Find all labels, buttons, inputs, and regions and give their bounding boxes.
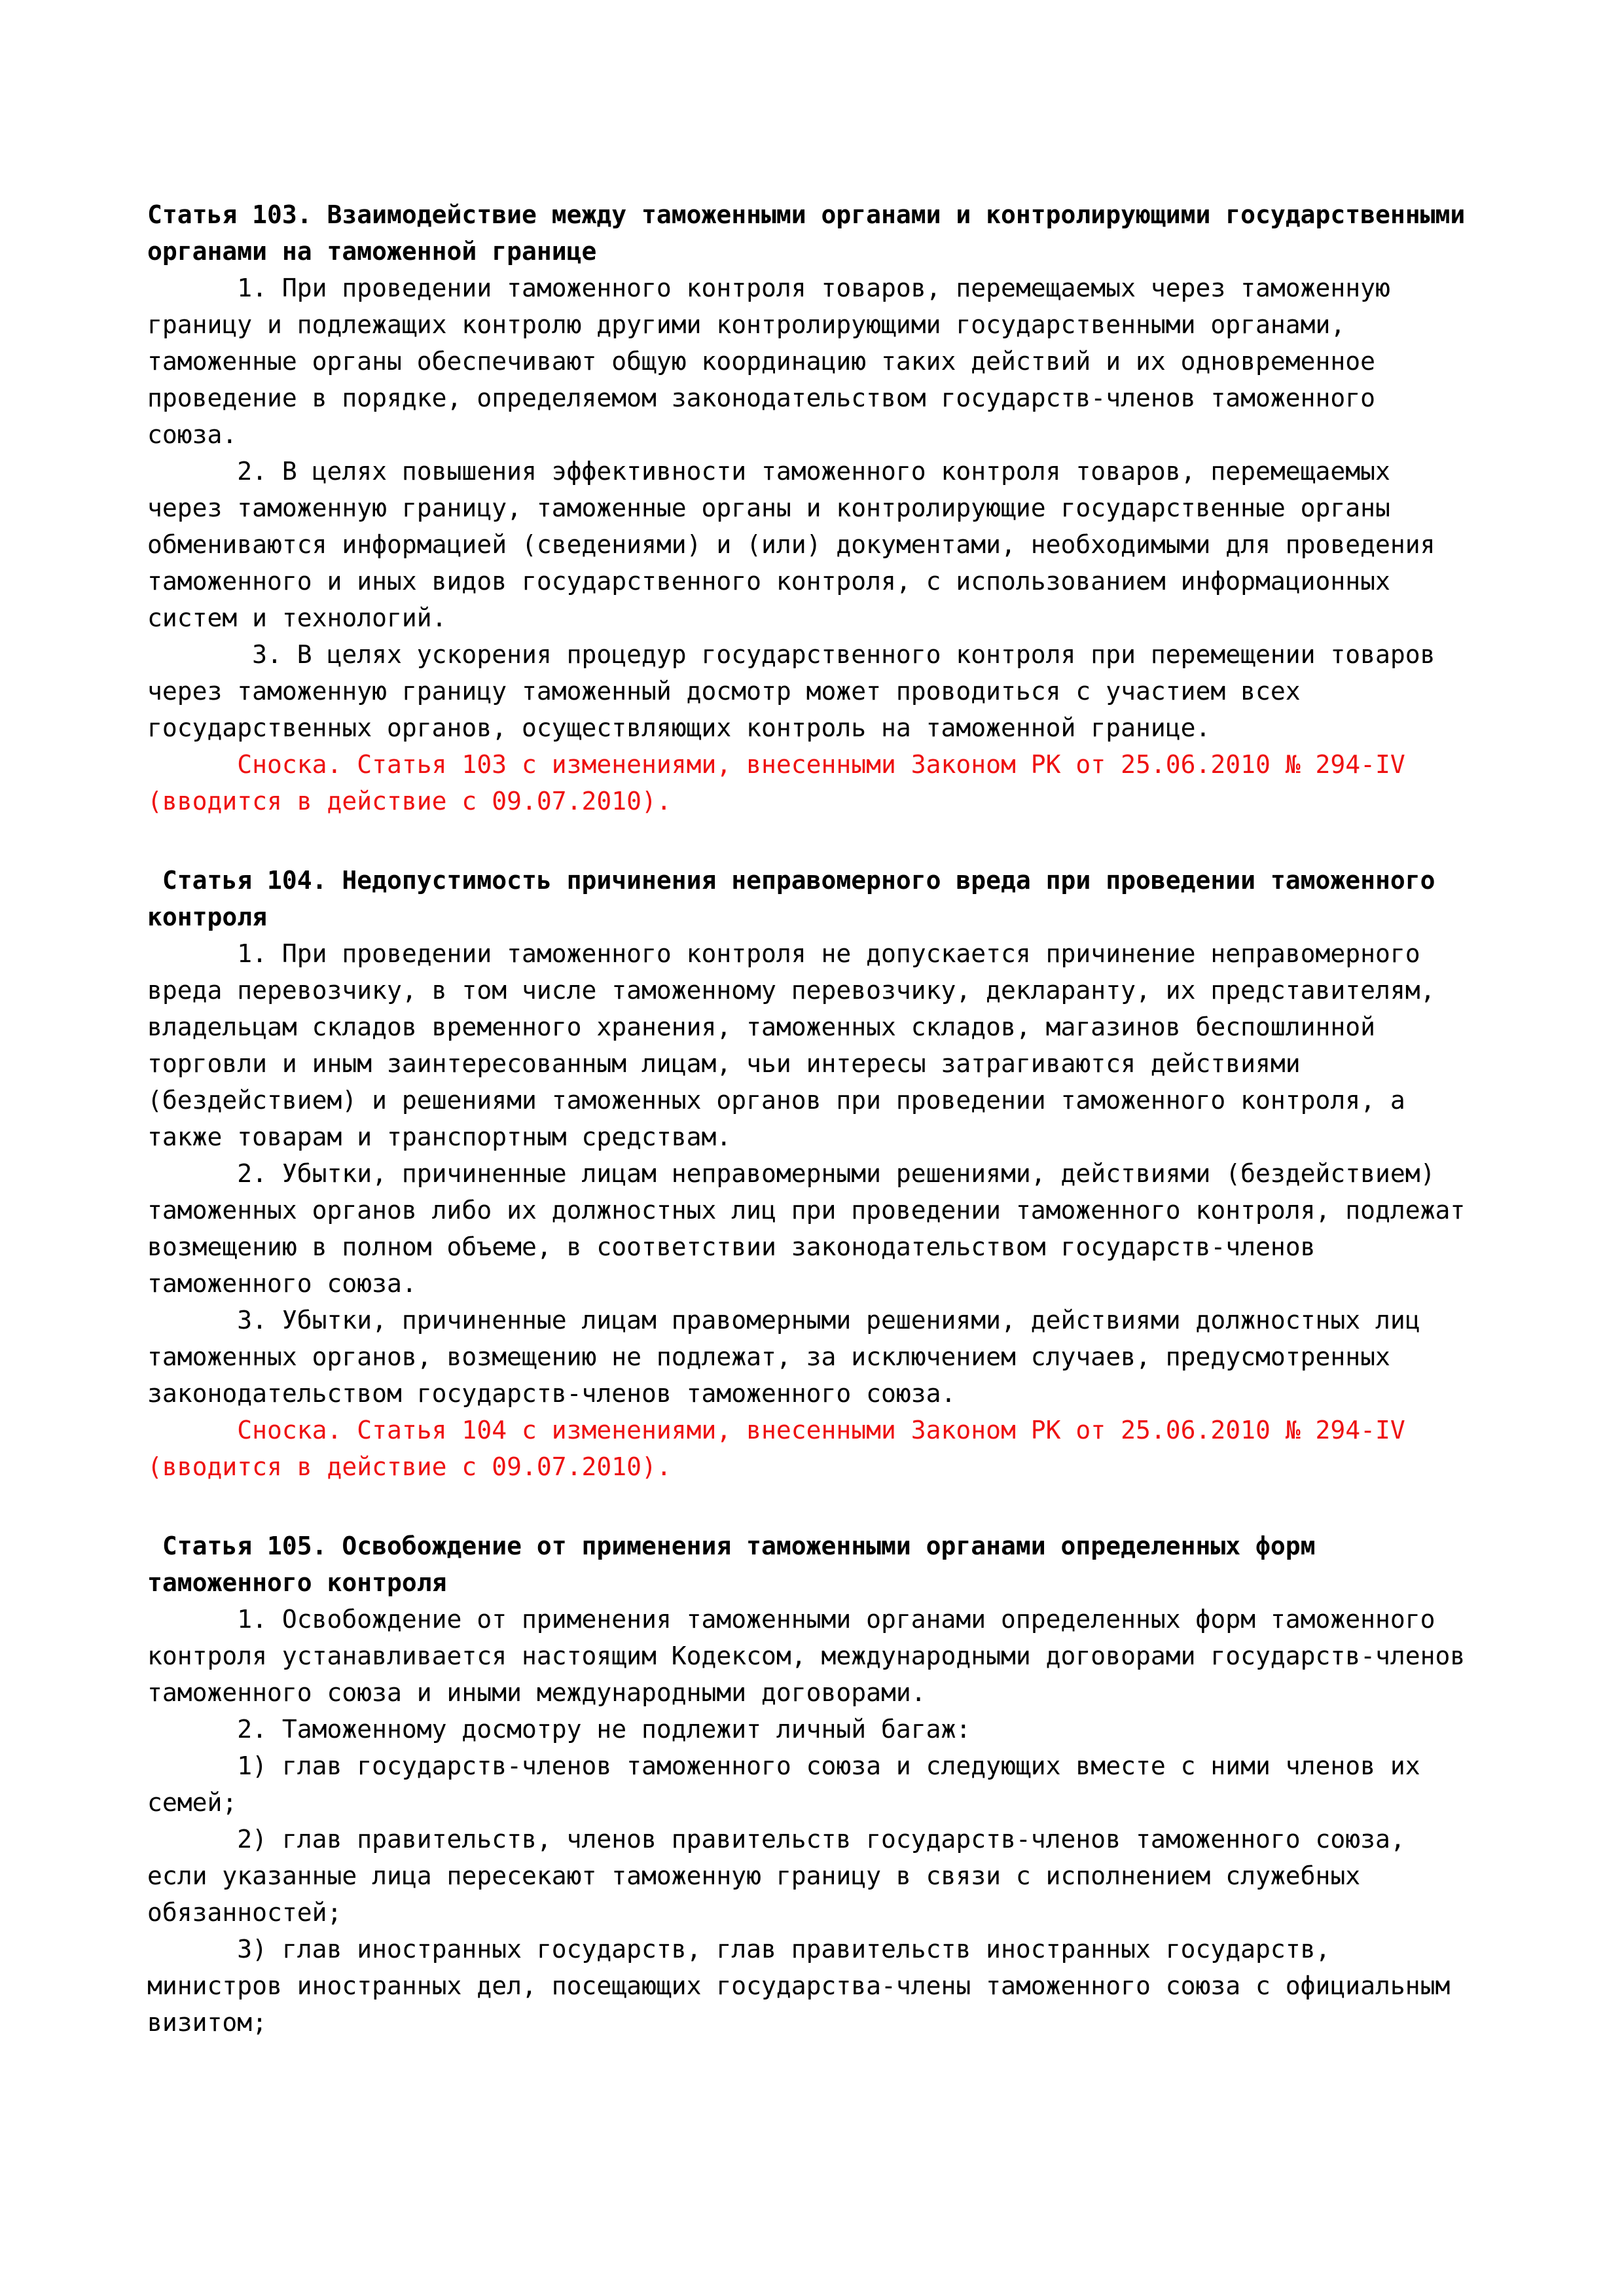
text-line: государственных органов, осуществляющих контроль на таможенной границе. — [147, 713, 1211, 742]
text-line: если указанные лица пересекают таможенную границу в связи с исполнением служебных — [147, 1861, 1361, 1890]
text-line: 3. Убытки, причиненные лицам правомерными решениями, действиями должностных лиц — [147, 1306, 1420, 1335]
text-line: через таможенную границу таможенный досмотр может проводиться с участием всех — [147, 677, 1301, 706]
footnote-line: Сноска. Статья 104 с изменениями, внесенными Законом РК от 25.06.2010 № 294-IV — [147, 1416, 1405, 1444]
text-line: возмещению в полном объеме, в соответствии законодательством государств-членов — [147, 1232, 1316, 1261]
text-line: 1. Освобождение от применения таможенными органами определенных форм таможенного — [147, 1605, 1435, 1634]
document-text — [147, 196, 1465, 2041]
text-line: торговли и иным заинтересованным лицам, чьи интересы затрагиваются действиями — [147, 1049, 1301, 1078]
text-line: обязанностей; — [147, 1898, 342, 1927]
text-line: законодательством государств-членов таможенного союза. — [147, 1379, 956, 1408]
article-heading-line: органами на таможенной границе — [147, 237, 597, 266]
text-line: границу и подлежащих контролю другими контролирующими государственными органами, — [147, 310, 1346, 339]
text-line: 2. Таможенному досмотру не подлежит личный багаж: — [147, 1715, 971, 1744]
text-line: 2. В целях повышения эффективности таможенного контроля товаров, перемещаемых — [147, 457, 1390, 486]
text-line: таможенного союза и иными международными договорами. — [147, 1678, 926, 1707]
article-section-article-104 — [147, 862, 1465, 1485]
text-line: таможенного союза. — [147, 1269, 417, 1298]
text-line: 1) глав государств-членов таможенного союза и следующих вместе с ними членов их — [147, 1751, 1420, 1780]
text-line: 1. При проведении таможенного контроля не допускается причинение неправомерного — [147, 939, 1420, 968]
footnote-line: (вводится в действие с 09.07.2010). — [147, 1452, 672, 1481]
text-line: систем и технологий. — [147, 603, 447, 632]
text-line: 2. Убытки, причиненные лицам неправомерными решениями, действиями (бездействием) — [147, 1159, 1435, 1188]
article-heading-line: контроля — [147, 903, 268, 931]
article-heading-line: таможенного контроля — [147, 1568, 447, 1597]
text-line: визитом; — [147, 2008, 268, 2037]
text-line: контроля устанавливается настоящим Кодексом, международными договорами государств-членов — [147, 1641, 1466, 1670]
footnote-line: (вводится в действие с 09.07.2010). — [147, 787, 672, 816]
text-line: 3. В целях ускорения процедур государственного контроля при перемещении товаров — [147, 640, 1435, 669]
text-line: таможенного и иных видов государственного контроля, с использованием информационных — [147, 567, 1390, 596]
text-line: обмениваются информацией (сведениями) и (или) документами, необходимыми для проведения — [147, 530, 1435, 559]
text-line: 2) глав правительств, членов правительств государств-членов таможенного союза, — [147, 1825, 1405, 1854]
text-line: таможенных органов, возмещению не подлежат, за исключением случаев, предусмотренных — [147, 1342, 1390, 1371]
article-heading-line: Статья 104. Недопустимость причинения неправомерного вреда при проведении таможенного — [147, 866, 1435, 895]
text-line: семей; — [147, 1788, 238, 1817]
article-section-article-105 — [147, 1528, 1465, 2041]
article-heading-line: Статья 103. Взаимодействие между таможенными органами и контролирующими государственными — [147, 200, 1466, 229]
text-line: владельцам складов временного хранения, таможенных складов, магазинов беспошлинной — [147, 1013, 1375, 1041]
footnote-line: Сноска. Статья 103 с изменениями, внесенными Законом РК от 25.06.2010 № 294-IV — [147, 750, 1405, 779]
text-line: через таможенную границу, таможенные органы и контролирующие государственные органы — [147, 493, 1390, 522]
text-line: 1. При проведении таможенного контроля товаров, перемещаемых через таможенную — [147, 274, 1390, 302]
article-heading-line: Статья 105. Освобождение от применения таможенными органами определенных форм — [147, 1532, 1316, 1560]
text-line: таможенных органов либо их должностных лиц при проведении таможенного контроля, подлежат — [147, 1196, 1466, 1225]
text-line: вреда перевозчику, в том числе таможенному перевозчику, декларанту, их представителям, — [147, 976, 1435, 1005]
text-line: также товарам и транспортным средствам. — [147, 1122, 732, 1151]
article-section-article-103 — [147, 196, 1465, 819]
text-line: союза. — [147, 420, 238, 449]
text-line: проведение в порядке, определяемом законодательством государств-членов таможенного — [147, 384, 1375, 412]
text-line: 3) глав иностранных государств, глав правительств иностранных государств, — [147, 1935, 1331, 1964]
text-line: таможенные органы обеспечивают общую координацию таких действий и их одновременное — [147, 347, 1375, 376]
text-line: министров иностранных дел, посещающих государства-члены таможенного союза с официальным — [147, 1971, 1451, 2000]
text-line: (бездействием) и решениями таможенных органов при проведении таможенного контроля, а — [147, 1086, 1405, 1115]
